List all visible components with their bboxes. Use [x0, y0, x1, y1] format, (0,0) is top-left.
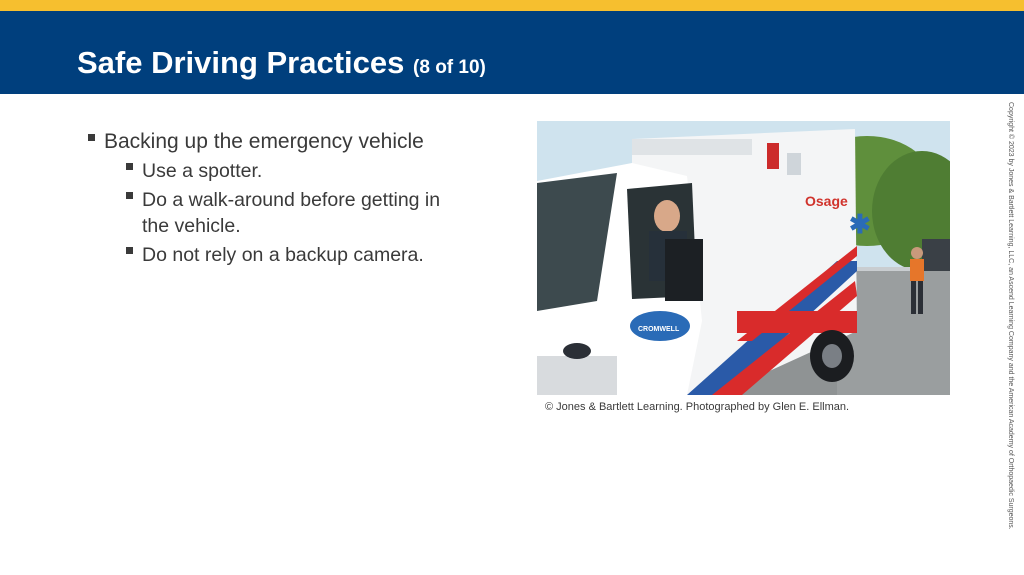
bullet-sub-1: Use a spotter.	[124, 158, 472, 184]
slide-title-counter: (8 of 10)	[413, 57, 486, 78]
bullet-sub-3: Do not rely on a backup camera.	[124, 242, 472, 268]
copyright-notice: Copyright © 2023 by Jones & Bartlett Learning, LLC, an Ascend Learning Company and the American Academy of Orthopaedic Surgeons.	[1007, 102, 1014, 530]
vehicle-logo-text: Osage	[805, 193, 848, 209]
title-bar	[0, 11, 1024, 94]
door-logo-text: CROMWELL	[638, 326, 680, 333]
bullet-sub-2: Do a walk-around before getting in the vehicle.	[124, 187, 472, 239]
svg-text:✱: ✱	[849, 209, 871, 239]
slide-title-text: Safe Driving Practices	[77, 45, 405, 80]
accent-stripe	[0, 0, 1024, 11]
ambulance-photo	[537, 121, 950, 395]
photo-caption: © Jones & Bartlett Learning. Photographed by Glen E. Ellman.	[545, 401, 850, 413]
slide-title	[77, 45, 486, 81]
bullet-main: Backing up the emergency vehicle	[86, 128, 486, 155]
bullet-list	[86, 128, 486, 268]
